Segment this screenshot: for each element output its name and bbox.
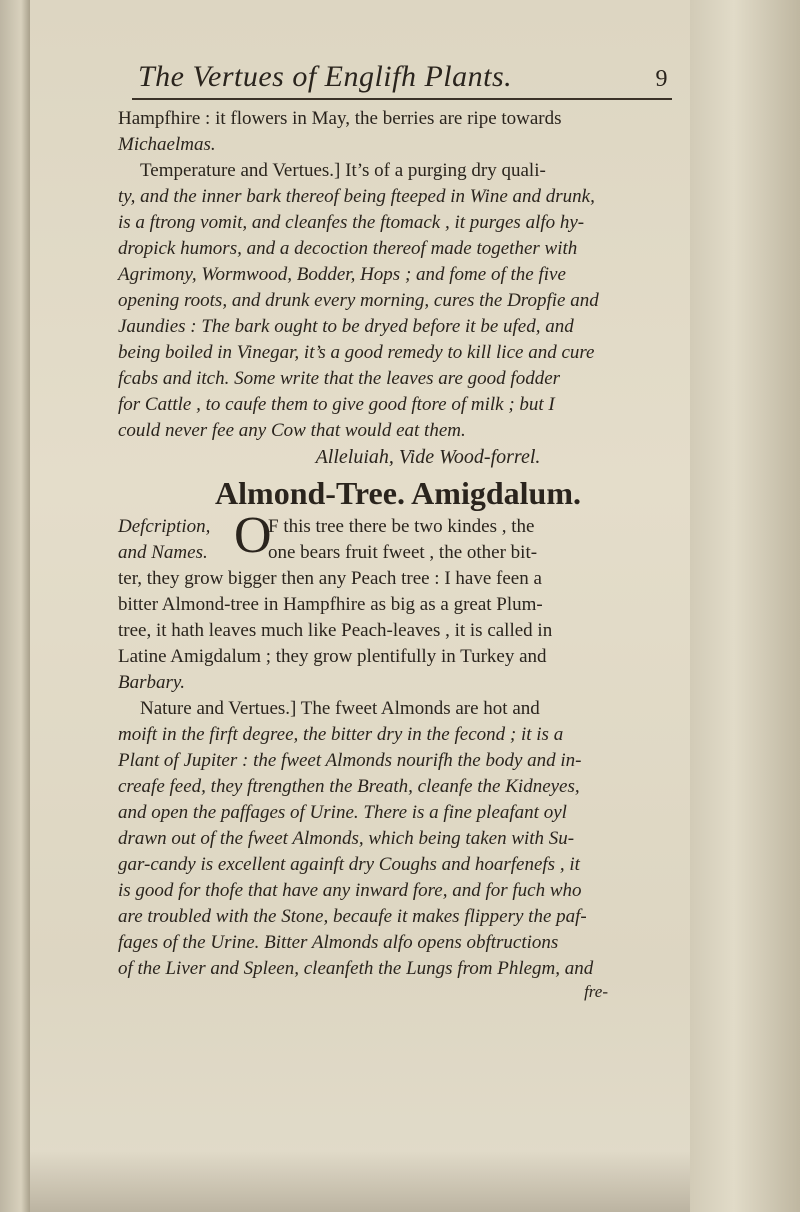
running-title: The Vertues of Englifh Plants. [138,60,513,93]
text-line: could never fee any Cow that would eat them. [118,420,466,441]
text-line: ter, they grow bigger then any Peach tree : I have feen a [118,568,542,589]
top-line-2: Michaelmas. [118,134,216,155]
side-label-line-1: Defcription, [118,516,211,537]
text-line: Barbary. [118,672,186,693]
page-bottom-shadow [30,1150,690,1212]
temperature-paragraph [118,158,678,444]
drop-cap: O [234,507,272,564]
side-label [118,514,210,566]
text-line: of the Liver and Spleen, cleanfeth the Lungs from Phlegm, and [118,958,594,979]
text-line: for Cattle , to caufe them to give good ftore of milk ; but I [118,394,555,415]
page-number: 9 [655,66,668,92]
text-line: Plant of Jupiter : the fweet Almonds nourifh the body and in- [118,750,582,771]
right-page-edge [690,0,800,1212]
text-line: Jaundies : The bark ought to be dryed before it be ufed, and [118,316,574,337]
text-line: is a ftrong vomit, and cleanfes the ftomack , it purges alfo hy- [118,212,585,233]
text-line: fcabs and itch. Some write that the leaves are good fodder [118,368,561,389]
top-line-1: Hampfhire : it flowers in May, the berries are ripe towards [118,108,562,129]
header-rule [132,98,672,100]
text-line: opening roots, and drunk every morning, cures the Dropfie and [118,290,599,311]
text-line: are troubled with the Stone, becaufe it makes flippery the paf- [118,906,587,927]
text-line: creafe feed, they ftrengthen the Breath, cleanfe the Kidneyes, [118,776,580,797]
text-line: Temperature and Vertues.] It’s of a purging dry quali- [140,160,546,181]
running-header [118,60,668,94]
text-line: Latine Amigdalum ; they grow plentifully in Turkey and [118,646,547,667]
text-line: Agrimony, Wormwood, Bodder, Hops ; and fome of the five [118,264,566,285]
catchword: fre- [584,982,608,1001]
section-title: Almond-Tree. Amigdalum. [215,475,581,511]
text-line: Nature and Vertues.] The fweet Almonds are hot and [140,698,540,719]
text-line: gar-candy is excellent againft dry Coughs and hoarfenefs , it [118,854,580,875]
side-label-line-2: and Names. [118,542,208,563]
text-line: is good for thofe that have any inward fore, and for fuch who [118,880,582,901]
text-line: being boiled in Vinegar, it’s a good remedy to kill lice and cure [118,342,595,363]
text-line: moift in the firft degree, the bitter dry in the fecond ; it is a [118,724,564,745]
left-page-edge [0,0,30,1212]
text-line: bitter Almond-tree in Hampfhire as big as a great Plum- [118,594,543,615]
text-line: F this tree there be two kindes , the [268,516,535,537]
text-line: dropick humors, and a decoction thereof made together with [118,238,578,259]
text-line: drawn out of the fweet Almonds, which being taken with Su- [118,828,575,849]
text-line: ty, and the inner bark thereof being fteeped in Wine and drunk, [118,186,595,207]
text-line: one bears fruit fweet , the other bit- [268,542,538,563]
text-line: fages of the Urine. Bitter Almonds alfo opens obftructions [118,932,559,953]
text-line: and open the paffages of Urine. There is a fine pleafant oyl [118,802,567,823]
cross-reference: Alleluiah, Vide Wood-forrel. [315,446,541,468]
page-text [118,60,678,1002]
text-line: tree, it hath leaves much like Peach-leaves , it is called in [118,620,553,641]
description-paragraph [118,507,678,696]
nature-paragraph [118,696,678,982]
